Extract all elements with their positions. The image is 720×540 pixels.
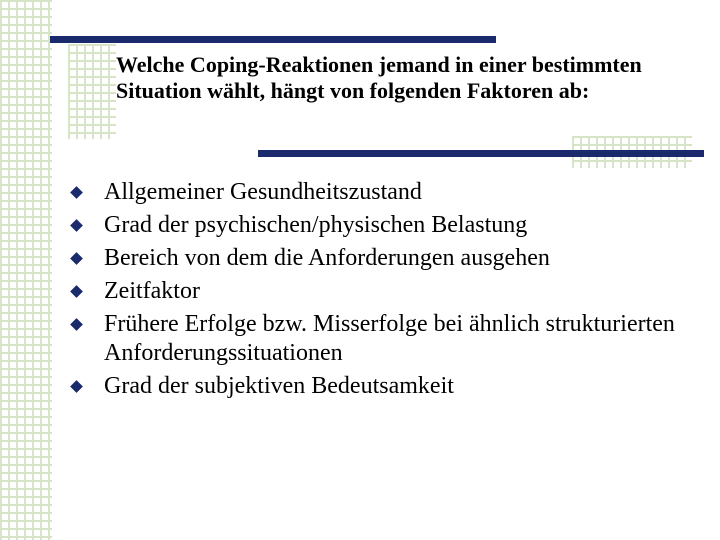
list-item — [72, 310, 692, 368]
diamond-bullet-icon — [70, 380, 83, 393]
list-item-text: Zeitfaktor — [104, 278, 200, 304]
diamond-bullet-icon — [70, 285, 83, 298]
title-rule-bottom — [258, 150, 704, 157]
slide-title: Welche Coping-Reaktionen jemand in einer bestimmten Situation wählt, hängt von folgenden Faktoren ab: — [116, 52, 642, 103]
decorative-grid-strip — [0, 0, 52, 540]
title-rule-top — [50, 36, 496, 43]
list-item — [72, 211, 692, 240]
bullet-list — [72, 178, 692, 405]
list-item — [72, 277, 692, 306]
diamond-bullet-icon — [70, 219, 83, 232]
list-item — [72, 178, 692, 207]
list-item-text: Frühere Erfolge bzw. Misserfolge bei ähnlich strukturierten Anforderungssituationen — [104, 311, 675, 366]
diamond-bullet-icon — [70, 252, 83, 265]
list-item — [72, 244, 692, 273]
decorative-grid-block-top — [68, 44, 116, 139]
list-item — [72, 372, 692, 401]
list-item-text: Allgemeiner Gesundheitszustand — [104, 179, 422, 205]
diamond-bullet-icon — [70, 186, 83, 199]
diamond-bullet-icon — [70, 318, 83, 331]
list-item-text: Grad der psychischen/physischen Belastung — [104, 212, 528, 238]
list-item-text: Bereich von dem die Anforderungen ausgehen — [104, 245, 550, 271]
list-item-text: Grad der subjektiven Bedeutsamkeit — [104, 373, 454, 399]
